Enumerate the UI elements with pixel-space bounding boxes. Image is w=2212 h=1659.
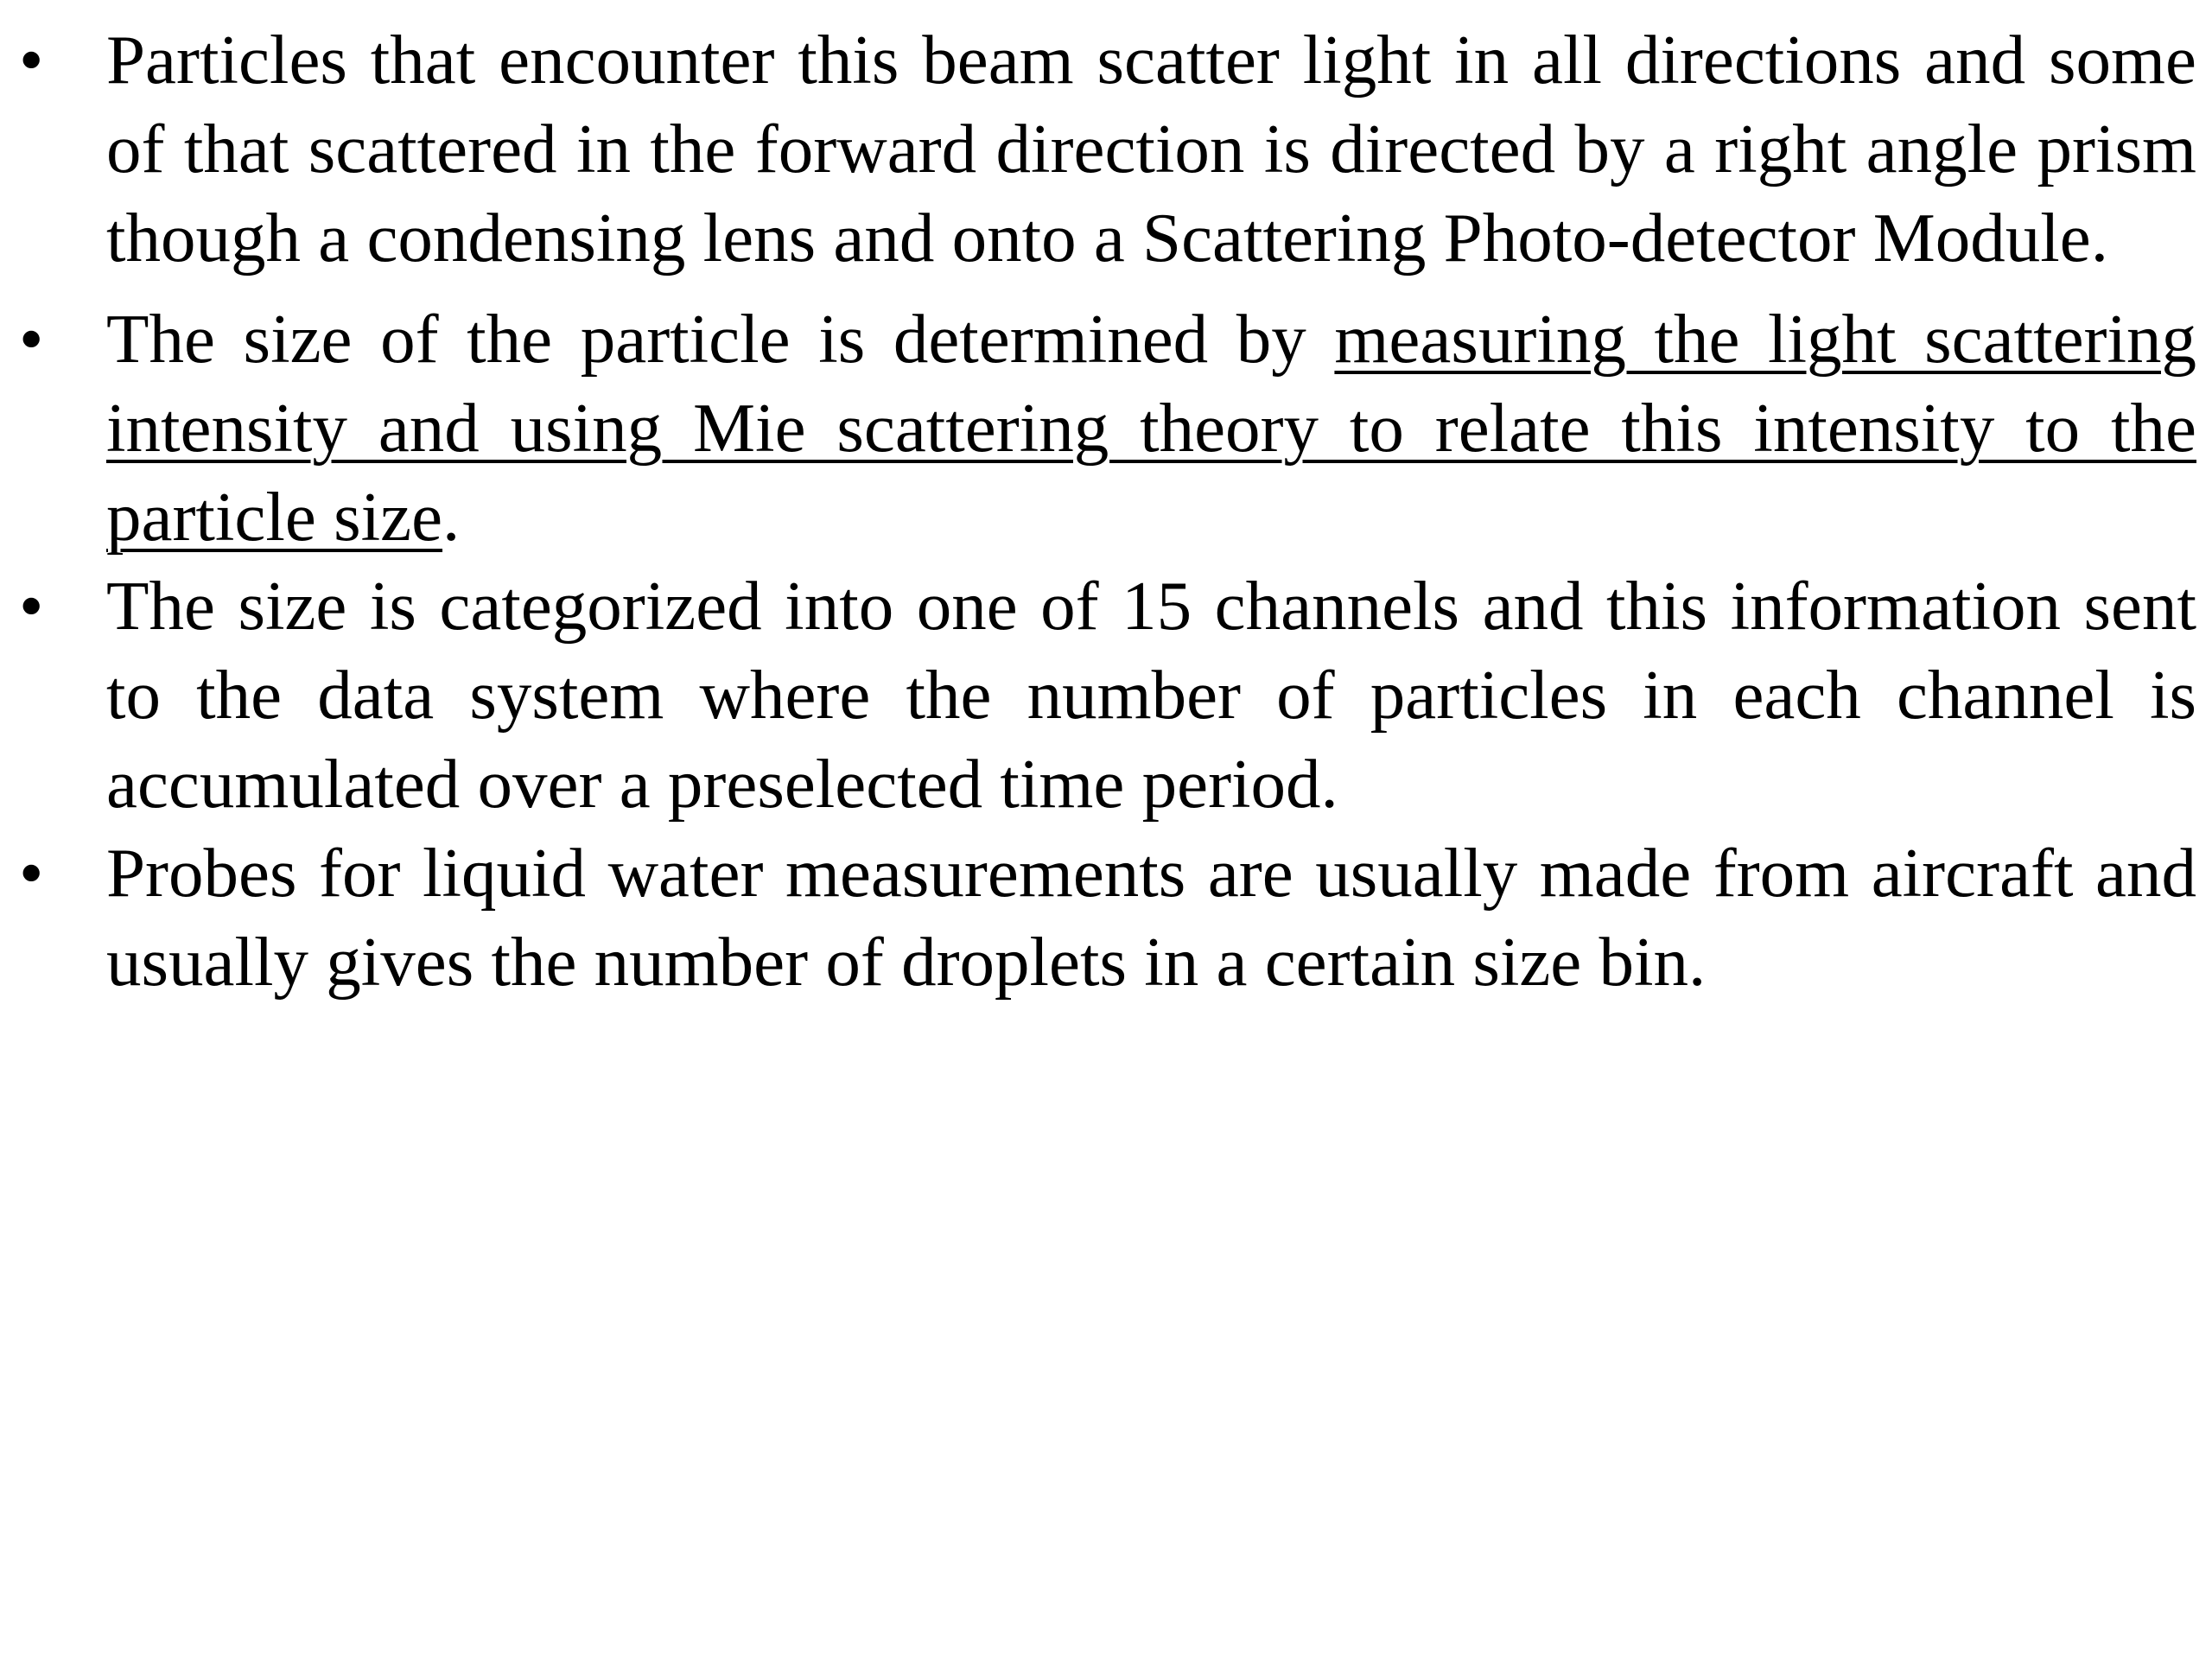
bullet-item-size-channels — [0, 562, 2212, 829]
bullet-marker: • — [19, 834, 44, 912]
bullet-marker: • — [19, 21, 44, 99]
bullet-item-particle-size — [0, 295, 2212, 562]
bullet-item-liquid-water-probes — [0, 829, 2212, 1007]
bullet-text-after: . — [442, 478, 461, 556]
bullet-text: Probes for liquid water measurements are usually made from aircraft and usually gives the number of droplets in a certain size bin. — [106, 834, 2196, 1001]
bullet-text-underlined: measuring the light scattering intensity and using Mie scattering theory to relate this intensity to the particle size — [106, 300, 2197, 556]
bullet-marker: • — [19, 300, 44, 378]
bullet-list — [0, 16, 2212, 1007]
bullet-text-before: The size of the particle is determined by — [106, 300, 1335, 378]
bullet-text: The size is categorized into one of 15 channels and this information sent to the data system where the number of particles in each channel is accumulated over a preselected time period. — [106, 567, 2196, 823]
bullet-marker: • — [19, 567, 44, 645]
bullet-item-scattering-detector — [0, 16, 2212, 283]
bullet-text: Particles that encounter this beam scatter light in all directions and some of that scattered in the forward direction is directed by a right angle prism though a condensing lens and onto a Scattering Photo-detector Module. — [106, 21, 2196, 276]
